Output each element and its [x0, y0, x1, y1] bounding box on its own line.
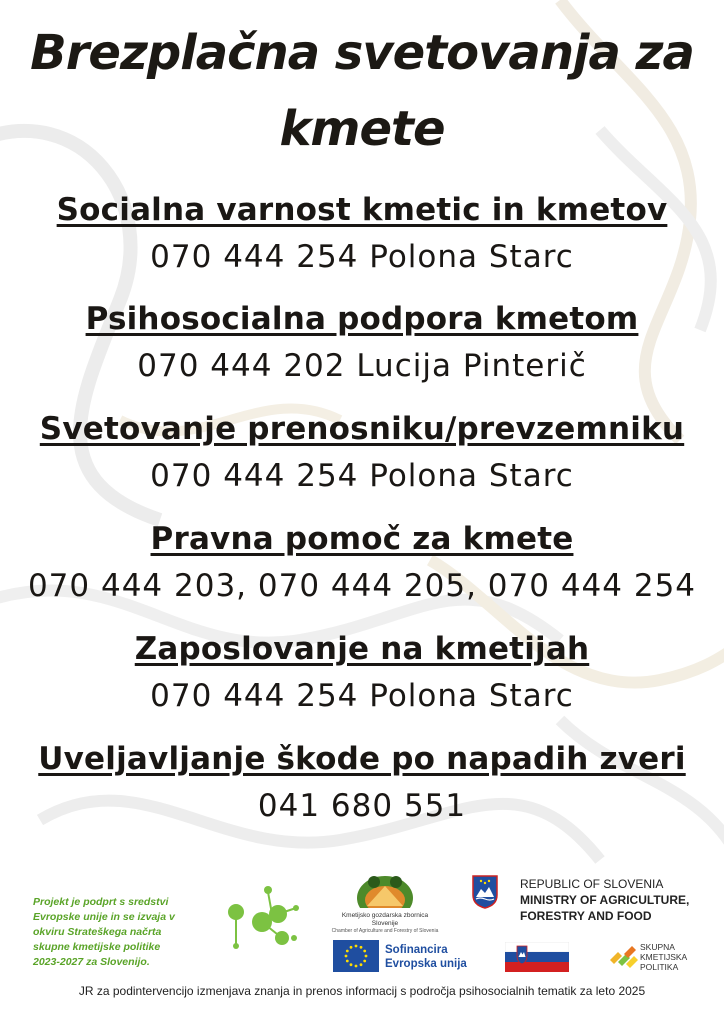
slovenia-coat-of-arms-icon: [472, 875, 498, 909]
cap-stripes-icon: [608, 946, 638, 970]
section-heading-damage: Uveljavljanje škode po napadih zveri: [38, 741, 686, 777]
section-phone-damage[interactable]: 041 680 551: [257, 788, 467, 824]
ministry-name-line2: FORESTRY AND FOOD: [520, 909, 652, 923]
chamber-name-en: Chamber of Agriculture and Forestry of Slovenia: [331, 928, 439, 934]
section-heading-transfer: Svetovanje prenosniku/prevzemniku: [39, 411, 685, 447]
eu-flag-icon: [333, 940, 379, 972]
section-heading-psychosocial: Psihosocialna podpora kmetom: [85, 301, 639, 337]
eu-cofinanced-label: Sofinancira: [385, 944, 448, 956]
section-phone-legal[interactable]: 070 444 203, 070 444 205, 070 444 254: [27, 568, 697, 604]
ministry-country: REPUBLIC OF SLOVENIA: [520, 877, 664, 891]
cap-line2: KMETIJSKA: [640, 952, 688, 962]
project-support-note: Projekt je podprt s sredstvi Evropske unije in se izvaja v okviru Strateškega načrta skupne kmetijske politike 2023-2027 za Slovenijo.: [33, 896, 175, 968]
eu-union-label: Evropska unija: [385, 958, 467, 970]
cap-line1: SKUPNA: [640, 942, 675, 952]
section-heading-employment: Zaposlovanje na kmetijah: [134, 631, 590, 667]
section-phone-employment[interactable]: 070 444 254 Polona Starc: [150, 678, 574, 714]
chamber-logo: [330, 868, 440, 934]
page-title-line2: kmete: [279, 101, 445, 157]
section-heading-social: Socialna varnost kmetic in kmetov: [56, 192, 668, 228]
section-phone-psychosocial[interactable]: 070 444 202 Lucija Pinterič: [137, 348, 587, 384]
ministry-text: [520, 876, 689, 924]
cap-logo: [608, 942, 698, 976]
section-phone-transfer[interactable]: 070 444 254 Polona Starc: [150, 458, 574, 494]
green-molecule-logo: [222, 872, 312, 952]
section-heading-legal: Pravna pomoč za kmete: [150, 521, 574, 557]
public-tender-note: JR za podintervencijo izmenjava znanja in prenos informacij s področja psihosocialnih tematik za leto 2025: [78, 984, 646, 998]
eu-cofinanced-logo: [333, 940, 473, 972]
chamber-name: Kmetijsko gozdarska zbornica Slovenije: [341, 912, 429, 927]
page-title-line1: Brezplačna svetovanja za: [30, 25, 694, 81]
slovenian-flag-icon: [505, 942, 569, 972]
section-phone-social[interactable]: 070 444 254 Polona Starc: [150, 239, 574, 275]
chamber-emblem-icon: [330, 868, 440, 908]
cap-line3: POLITIKA: [640, 962, 679, 972]
ministry-name-line1: MINISTRY OF AGRICULTURE,: [520, 893, 690, 907]
